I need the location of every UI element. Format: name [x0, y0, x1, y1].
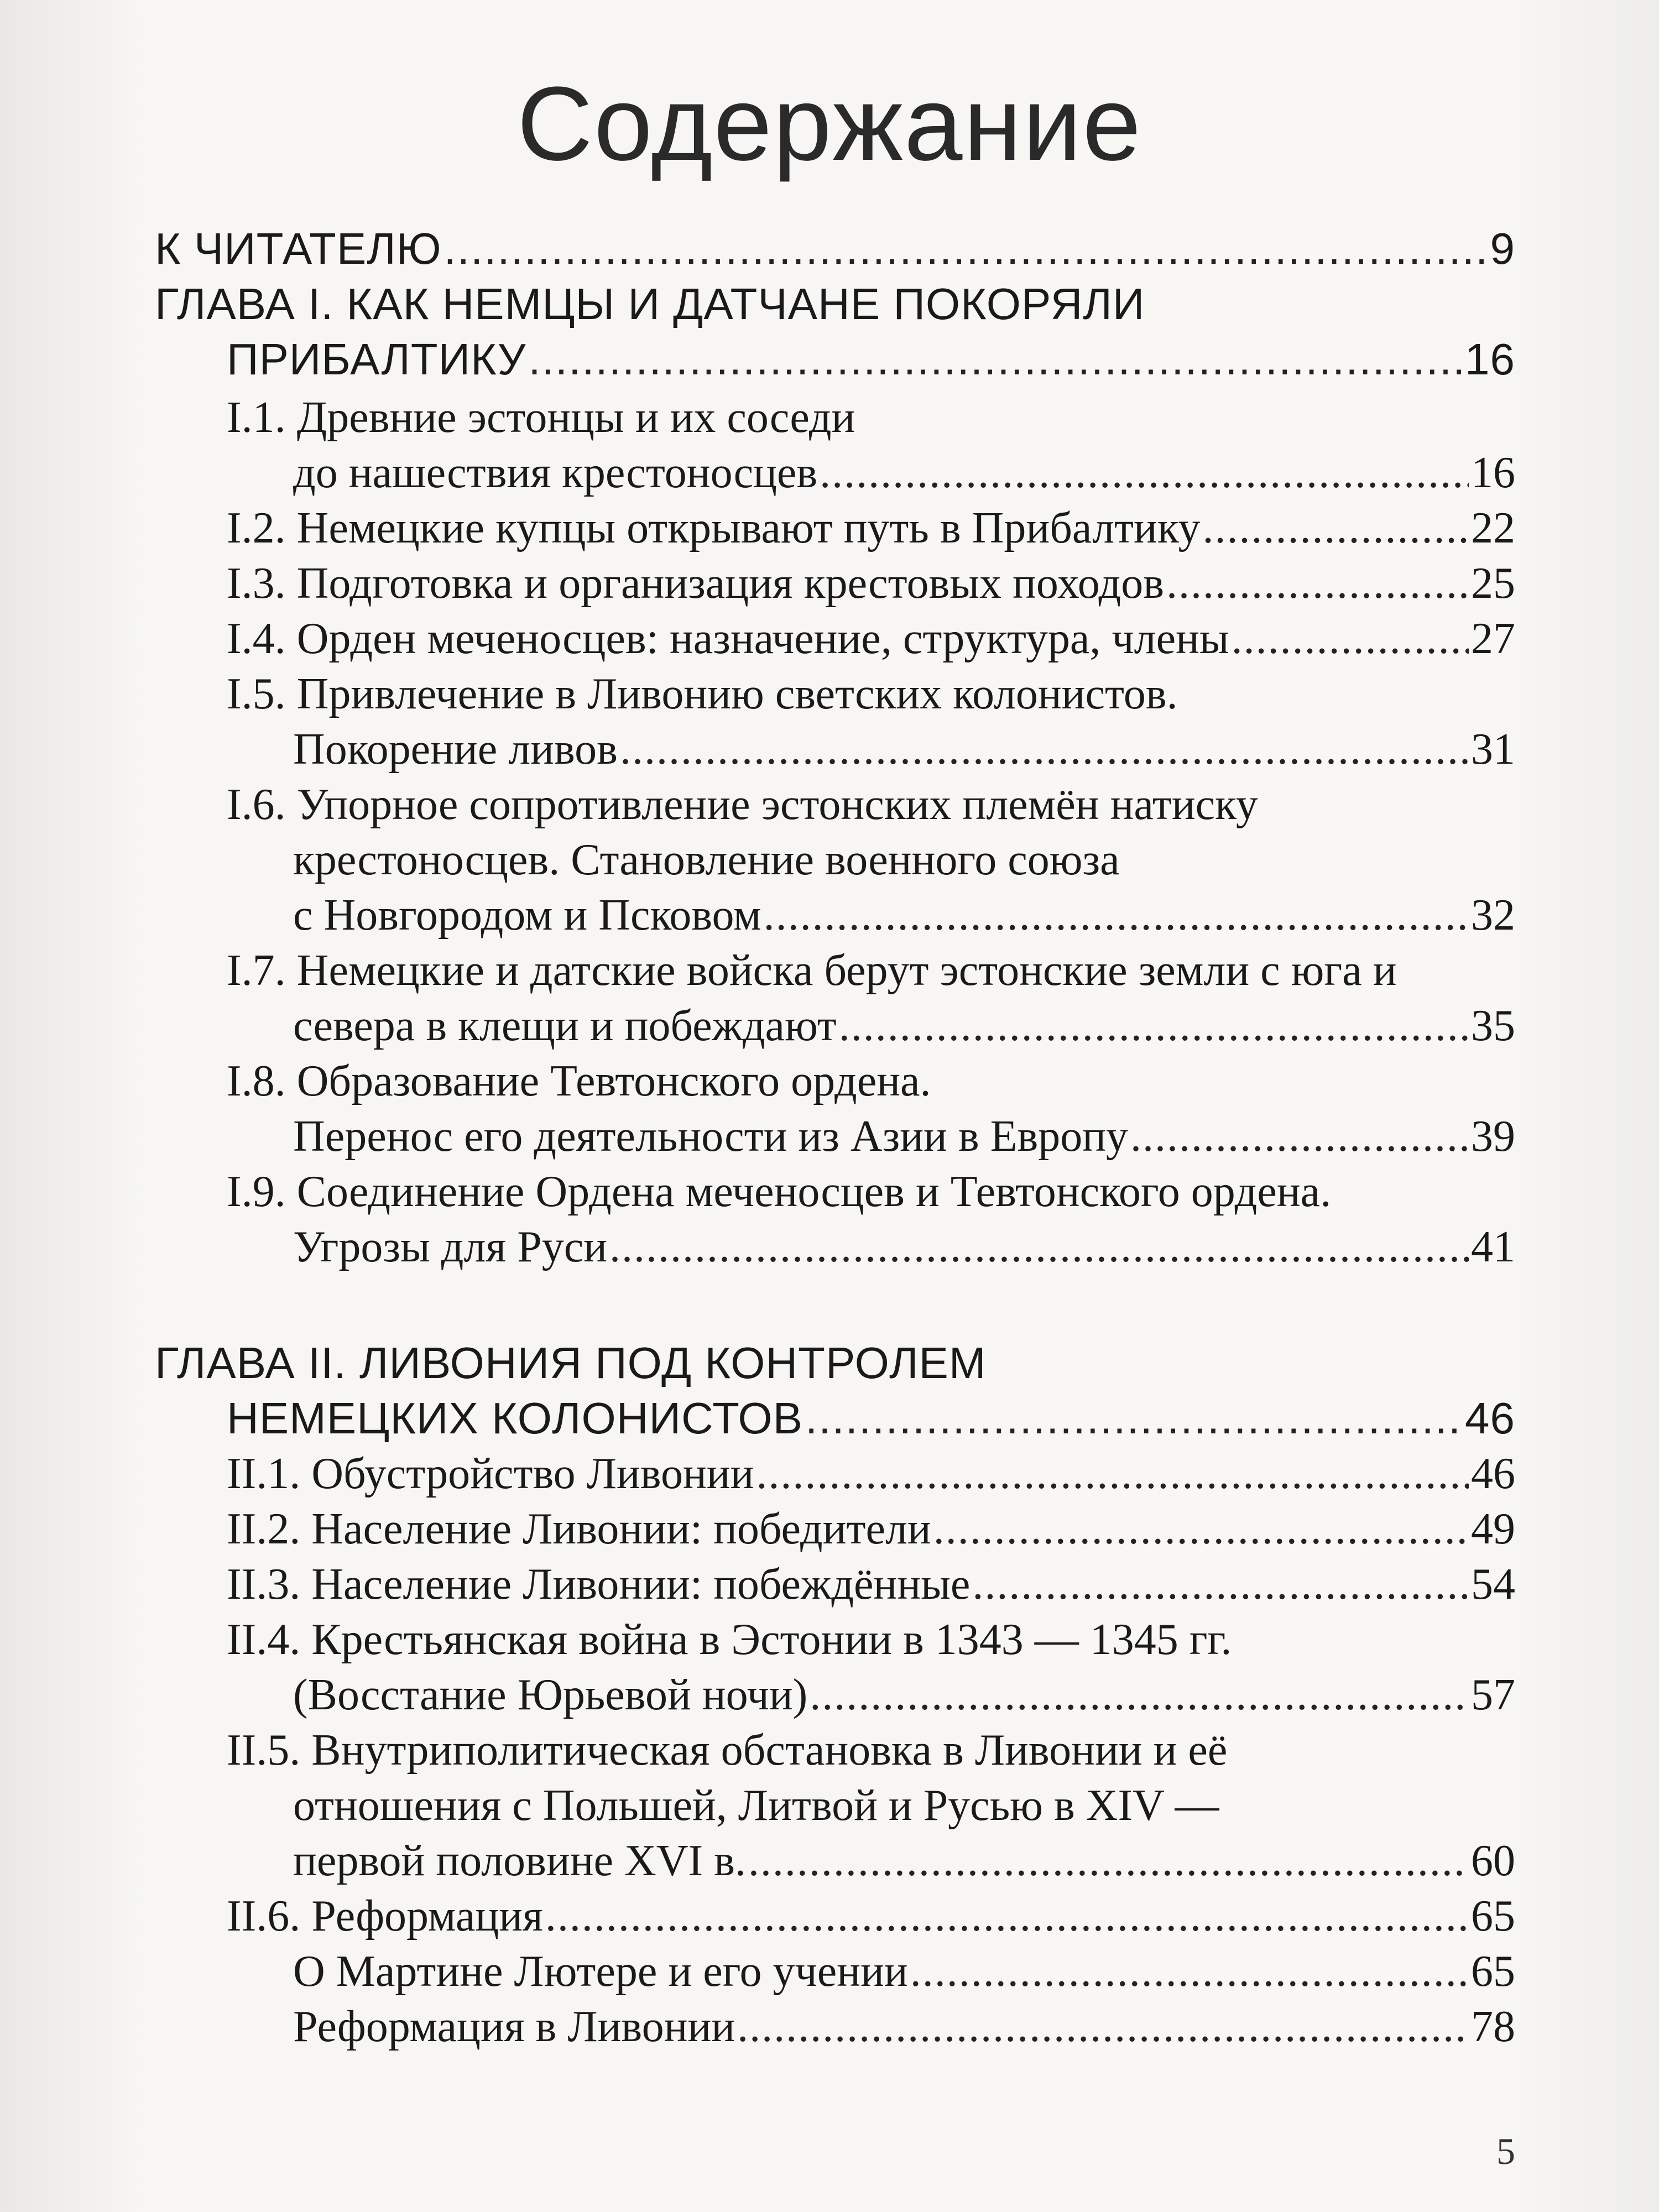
- leader-dots: [1203, 500, 1469, 556]
- toc-entry[interactable]: [227, 500, 1515, 556]
- leader-dots: [910, 1944, 1469, 1999]
- toc-entry-text: I.5. Привлечение в Ливонию светских колонистов.: [227, 670, 1178, 718]
- leader-dots: [748, 1833, 1469, 1888]
- toc-entry[interactable]: [227, 1557, 1515, 1612]
- toc-entry-page: 60: [1471, 1837, 1515, 1885]
- toc-entry[interactable]: [227, 1888, 1515, 1944]
- toc-entry-text: I.9. Соединение Ордена меченосцев и Тевтонского ордена.: [227, 1167, 1332, 1216]
- leader-dots: [737, 1999, 1469, 2054]
- toc-entry-text: II.3. Население Ливонии: побеждённые: [227, 1560, 971, 1609]
- leader-dots: [444, 221, 1488, 276]
- toc-entry-text: (Восстание Юрьевой ночи): [293, 1671, 808, 1719]
- toc-subentry-heading: [227, 1164, 1331, 1219]
- toc-entry-page: 46: [1465, 1394, 1515, 1443]
- toc-entry-page: 57: [1471, 1671, 1515, 1719]
- toc-entry-page: 39: [1471, 1112, 1515, 1161]
- toc-entry[interactable]: [293, 1667, 1515, 1723]
- toc-entry[interactable]: [293, 1833, 1515, 1888]
- toc-entry[interactable]: [293, 445, 1515, 500]
- toc-entry-preface[interactable]: [155, 221, 1515, 276]
- toc-entry-page: 25: [1471, 559, 1515, 608]
- toc-subentry-heading: [227, 1723, 1227, 1778]
- toc-entry-text: II.6. Реформация: [227, 1892, 543, 1940]
- leader-dots: [1130, 1109, 1469, 1164]
- toc-entry-page: 16: [1471, 448, 1515, 497]
- toc-entry-page: 9: [1490, 224, 1515, 273]
- toc-entry[interactable]: [293, 888, 1515, 943]
- toc-entry-text: ГЛАВА I. КАК НЕМЦЫ И ДАТЧАНЕ ПОКОРЯЛИ: [155, 279, 1145, 328]
- toc-entry-text: Покорение ливов: [293, 725, 618, 774]
- toc-entry-text: II.2. Население Ливонии: победители: [227, 1505, 931, 1553]
- toc-entry[interactable]: [227, 556, 1515, 611]
- toc-entry-text: I.8. Образование Тевтонского ордена.: [227, 1057, 931, 1105]
- toc-entry-text: I.4. Орден меченосцев: назначение, структура, члены: [227, 614, 1229, 663]
- toc-entry-text: К ЧИТАТЕЛЮ: [155, 224, 442, 273]
- toc-entry-text: II.1. Обустройство Ливонии: [227, 1449, 754, 1498]
- leader-dots: [620, 722, 1469, 777]
- leader-dots: [764, 888, 1469, 943]
- toc-entry-page: 31: [1471, 725, 1515, 774]
- toc-entry-text: I.2. Немецкие купцы открывают путь в Прибалтику: [227, 504, 1201, 552]
- toc-entry-text: Перенос его деятельности из Азии в Европу: [293, 1112, 1129, 1161]
- toc-entry-page: 46: [1471, 1449, 1515, 1498]
- toc-entry-text: I.6. Упорное сопротивление эстонских племён натиску: [227, 780, 1258, 829]
- page-number: 5: [1496, 2130, 1515, 2172]
- toc-entry-text: с Новгородом и Псковом: [293, 891, 761, 940]
- leader-dots: [1166, 556, 1469, 611]
- leader-dots: [820, 445, 1469, 500]
- toc-entry-text: до нашествия крестоносцев: [293, 448, 818, 497]
- toc-subentry-heading: [227, 390, 855, 445]
- toc-entry[interactable]: [293, 1999, 1515, 2054]
- toc-entry-page: 41: [1471, 1223, 1515, 1271]
- toc-entry[interactable]: [227, 1501, 1515, 1557]
- leader-dots: [528, 332, 1463, 387]
- toc-entry-text: О Мартине Лютере и его учении: [293, 1947, 908, 1996]
- toc-entry[interactable]: [293, 1219, 1515, 1275]
- page-title: Содержание: [517, 65, 1142, 182]
- toc-entry-text: I.1. Древние эстонцы и их соседи: [227, 393, 855, 442]
- toc-entry-text: I.3. Подготовка и организация крестовых походов: [227, 559, 1164, 608]
- toc-entry[interactable]: [293, 1944, 1515, 1999]
- toc-entry-chapter-2[interactable]: [227, 1391, 1515, 1446]
- toc-entry[interactable]: [293, 1109, 1515, 1164]
- toc-entry-text: крестоносцев. Становление военного союза: [293, 836, 1120, 884]
- toc-subentry-heading: [227, 666, 1178, 722]
- leader-dots: [545, 1888, 1469, 1944]
- leader-dots: [972, 1557, 1469, 1612]
- toc-entry-text: II.5. Внутриполитическая обстановка в Ливонии и её: [227, 1726, 1228, 1775]
- leader-dots: [756, 1446, 1469, 1501]
- leader-dots: [933, 1501, 1469, 1557]
- toc-entry-page: 65: [1471, 1892, 1515, 1940]
- toc-entry-page: 54: [1471, 1560, 1515, 1609]
- toc-subentry-continued: [293, 1778, 1219, 1833]
- toc-entry[interactable]: [293, 998, 1515, 1053]
- toc-entry-page: 49: [1471, 1505, 1515, 1553]
- toc-entry-page: 78: [1471, 2002, 1515, 2051]
- toc-entry-page: 22: [1471, 504, 1515, 552]
- toc-subentry-heading: [227, 1612, 1232, 1667]
- toc-entry-page: 16: [1465, 335, 1515, 384]
- toc-subentry-heading: [227, 777, 1258, 832]
- toc-entry-page: 65: [1471, 1947, 1515, 1996]
- leader-dots: [810, 1667, 1469, 1723]
- toc-entry-text: севера в клещи и побеждают: [293, 1001, 837, 1050]
- leader-dots: [839, 998, 1469, 1053]
- leader-dots: [805, 1391, 1463, 1446]
- toc-entry[interactable]: [227, 611, 1515, 666]
- toc-subentry-continued: [293, 832, 1120, 888]
- toc-entry-text: ПРИБАЛТИКУ: [227, 335, 526, 384]
- toc-entry-text: ГЛАВА II. ЛИВОНИЯ ПОД КОНТРОЛЕМ: [155, 1338, 987, 1387]
- toc-chapter-heading: [155, 276, 1145, 332]
- toc-entry-text: I.7. Немецкие и датские войска берут эстонские земли с юга и: [227, 946, 1397, 995]
- leader-dots: [609, 1219, 1469, 1275]
- toc-subentry-heading: [227, 1053, 931, 1109]
- toc-entry-text: II.4. Крестьянская война в Эстонии в 1343 — 1345 гг.: [227, 1615, 1232, 1664]
- leader-dots: [1232, 611, 1469, 666]
- toc-entry-text: отношения с Польшей, Литвой и Русью в XIV —: [293, 1781, 1219, 1830]
- toc-entry-text: Угрозы для Руси: [293, 1223, 608, 1271]
- toc-entry-page: 32: [1471, 891, 1515, 940]
- toc-subentry-heading: [227, 943, 1397, 998]
- toc-entry-page: 35: [1471, 1001, 1515, 1050]
- toc-entry-page: 27: [1471, 614, 1515, 663]
- toc-entry-chapter-1[interactable]: [227, 332, 1515, 387]
- toc-entry-text: НЕМЕЦКИХ КОЛОНИСТОВ: [227, 1394, 804, 1443]
- toc-entry[interactable]: [227, 1446, 1515, 1501]
- toc-entry[interactable]: [293, 722, 1515, 777]
- toc-chapter-heading: [155, 1335, 986, 1391]
- toc-entry-text: Реформация в Ливонии: [293, 2002, 735, 2051]
- toc-entry-text: первой половине XVI в.: [293, 1837, 746, 1885]
